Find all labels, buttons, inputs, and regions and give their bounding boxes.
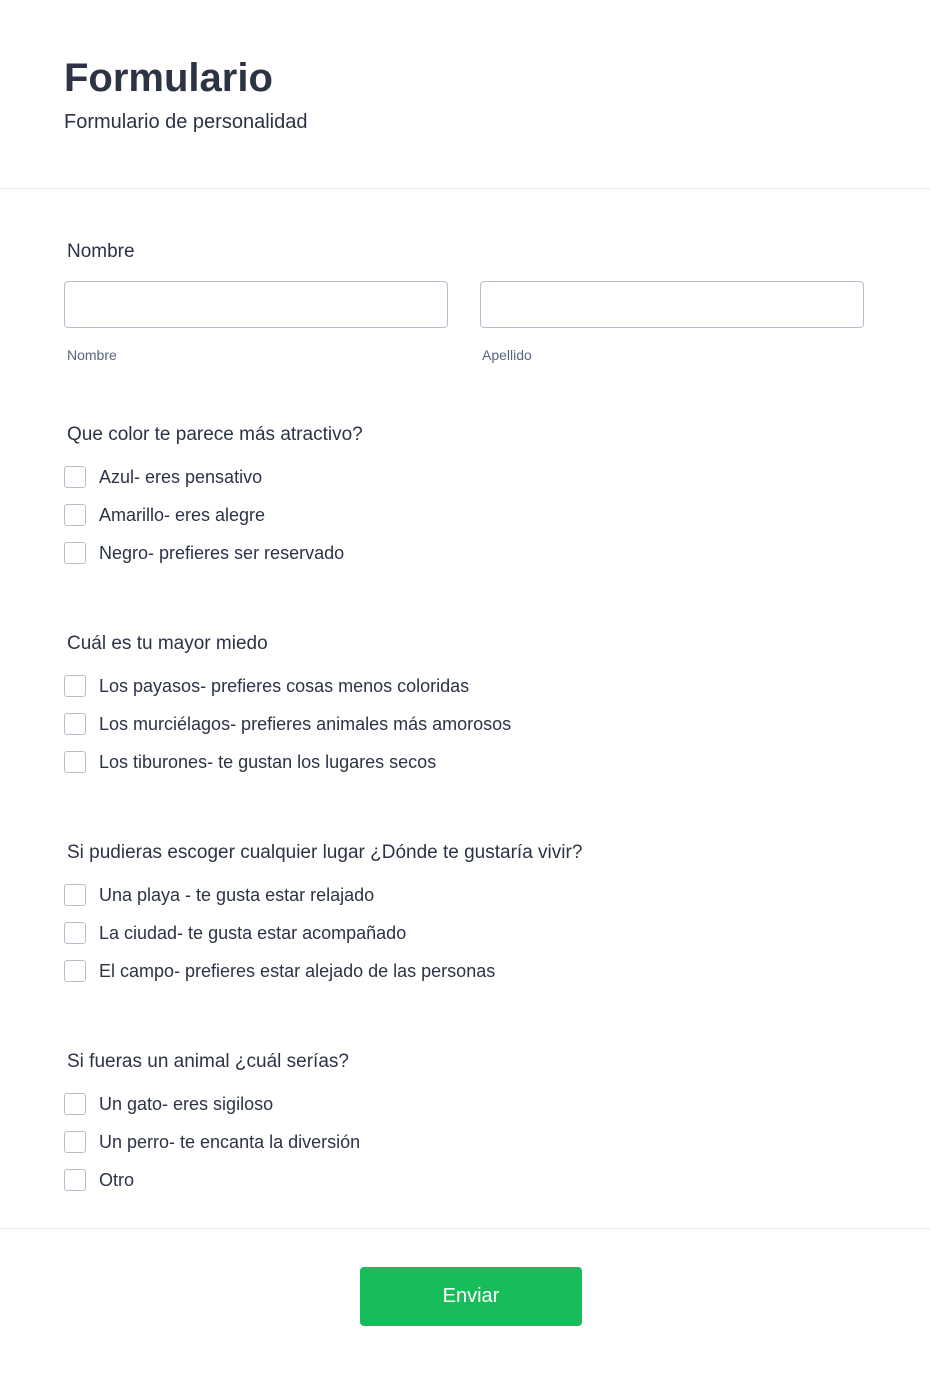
checkbox[interactable] <box>64 713 86 735</box>
checkbox[interactable] <box>64 960 86 982</box>
checkbox-option[interactable] <box>64 882 374 908</box>
checkbox-option[interactable] <box>64 1129 360 1155</box>
last-name-sublabel: Apellido <box>482 347 532 363</box>
question-label: Si fueras un animal ¿cuál serías? <box>67 1051 349 1072</box>
checkbox[interactable] <box>64 922 86 944</box>
checkbox[interactable] <box>64 675 86 697</box>
form-title: Formulario <box>64 56 273 100</box>
first-name-sublabel: Nombre <box>67 347 117 363</box>
checkbox-option-label: Otro <box>99 1170 135 1190</box>
checkbox[interactable] <box>64 1131 86 1153</box>
name-field-label: Nombre <box>67 241 135 262</box>
checkbox-option[interactable] <box>64 1091 273 1117</box>
checkbox[interactable] <box>64 884 86 906</box>
checkbox-option[interactable] <box>64 711 511 737</box>
question-label: Si pudieras escoger cualquier lugar ¿Dónde te gustaría vivir? <box>67 842 583 863</box>
checkbox[interactable] <box>64 466 86 488</box>
form-subtitle: Formulario de personalidad <box>64 111 308 133</box>
checkbox-option[interactable] <box>64 540 344 566</box>
checkbox-option-label: Azul- eres pensativo <box>99 467 263 487</box>
checkbox[interactable] <box>64 1093 86 1115</box>
checkbox-option-label: Los tiburones- te gustan los lugares secos <box>99 752 437 772</box>
question-label: Cuál es tu mayor miedo <box>67 633 268 654</box>
checkbox-option-label: Un gato- eres sigiloso <box>99 1094 274 1114</box>
checkbox-option-label: Amarillo- eres alegre <box>99 505 266 525</box>
submit-button[interactable]: Enviar <box>360 1267 582 1326</box>
checkbox-option-label: Negro- prefieres ser reservado <box>99 543 345 563</box>
checkbox-option[interactable] <box>64 958 495 984</box>
checkbox[interactable] <box>64 751 86 773</box>
checkbox-option-label: El campo- prefieres estar alejado de las personas <box>99 961 496 981</box>
checkbox[interactable] <box>64 504 86 526</box>
checkbox-option-label: Un perro- te encanta la diversión <box>99 1132 361 1152</box>
form-header <box>0 0 930 189</box>
checkbox-option-label: La ciudad- te gusta estar acompañado <box>99 923 407 943</box>
checkbox[interactable] <box>64 1169 86 1191</box>
last-name-input[interactable] <box>480 281 864 328</box>
checkbox-option[interactable] <box>64 673 469 699</box>
checkbox-option[interactable] <box>64 464 262 490</box>
checkbox-option[interactable] <box>64 502 265 528</box>
checkbox-option[interactable] <box>64 920 406 946</box>
checkbox-option[interactable] <box>64 749 436 775</box>
first-name-input[interactable] <box>64 281 448 328</box>
checkbox-option[interactable] <box>64 1167 134 1193</box>
checkbox[interactable] <box>64 542 86 564</box>
checkbox-option-label: Los murciélagos- prefieres animales más amorosos <box>99 714 512 734</box>
question-label: Que color te parece más atractivo? <box>67 424 363 445</box>
checkbox-option-label: Los payasos- prefieres cosas menos coloridas <box>99 676 470 696</box>
checkbox-option-label: Una playa - te gusta estar relajado <box>99 885 375 905</box>
